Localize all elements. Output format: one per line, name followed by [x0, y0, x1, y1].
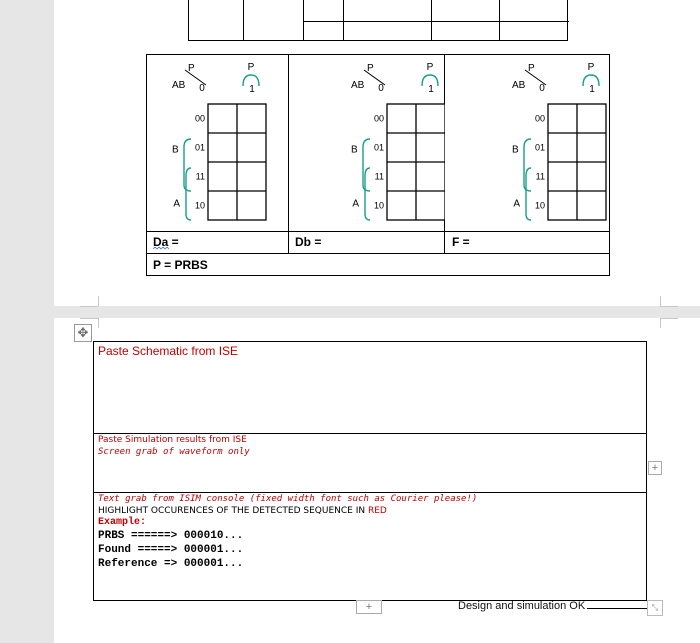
kmap-col-1: 1	[249, 84, 255, 95]
kmap-b-label: B	[512, 144, 519, 156]
kmap-a-label: A	[352, 198, 359, 210]
kmap-corner-ab: AB	[172, 80, 186, 91]
page-gap	[54, 306, 700, 318]
kmap-row-01: 01	[534, 142, 545, 153]
highlight-prefix: HIGHLIGHT OCCURENCES OF THE DETECTED SEQUENCE IN	[98, 506, 368, 516]
margin-mark	[660, 296, 661, 306]
da-label: Da =	[153, 235, 179, 249]
kmap-b-label: B	[172, 144, 179, 156]
example-row-value: 000010...	[177, 530, 244, 542]
kmap-b-bracket	[524, 139, 531, 191]
state-table-fragment	[188, 0, 568, 41]
kmap-col-1: 1	[589, 84, 595, 95]
kmap-corner-ab: AB	[351, 80, 365, 91]
spellcheck-underline	[153, 247, 171, 251]
highlight-red-word: RED	[367, 506, 387, 516]
kmap-row-00: 00	[373, 113, 384, 124]
kmap-col-bracket-label: P	[247, 62, 255, 73]
example-row-value: 000001...	[177, 544, 244, 556]
kmap-row-11: 11	[195, 171, 205, 182]
kmap-a-bracket	[186, 168, 191, 220]
example-row	[98, 558, 243, 570]
f-label: F =	[452, 235, 470, 249]
kmap-db	[289, 55, 445, 230]
kmap-row-11: 11	[374, 171, 384, 182]
text-grab-instructions[interactable]: Text grab from ISIM console (fixed width font such as Courier please!)	[98, 494, 478, 504]
margin-mark	[98, 318, 99, 328]
example-row	[98, 530, 243, 542]
kmap-row-10: 10	[373, 200, 384, 211]
margin-mark	[660, 318, 678, 319]
kmap-corner-p: P	[528, 63, 535, 74]
example-row-label: Found =====>	[98, 544, 178, 556]
kmap-col-bracket-label: P	[587, 62, 595, 73]
kmap-row-00: 00	[194, 113, 205, 124]
p-prbs-label: P = PRBS	[153, 258, 208, 272]
design-ok-label: Design and simulation OK	[458, 600, 647, 612]
kmap-row-01: 01	[373, 142, 384, 153]
kmap-a-bracket	[526, 168, 531, 220]
kmap-corner-ab: AB	[512, 80, 526, 91]
margin-mark	[660, 306, 678, 307]
kmap-da	[148, 55, 288, 230]
table-resize-handle-icon[interactable]: ⤡	[647, 600, 663, 616]
margin-mark	[98, 296, 99, 306]
kmap-a-label: A	[173, 198, 180, 210]
example-row	[98, 544, 243, 556]
margin-mark	[660, 318, 661, 328]
add-row-bottom-icon[interactable]: +	[356, 600, 382, 614]
kmap-b-bracket	[184, 139, 191, 191]
kmap-a-label: A	[513, 198, 520, 210]
add-row-icon[interactable]: +	[648, 461, 662, 475]
margin-mark	[80, 306, 98, 307]
example-row-label: PRBS ======>	[98, 530, 178, 542]
kmap-row-01: 01	[194, 142, 205, 153]
db-label: Db =	[295, 235, 322, 249]
screen-grab-text[interactable]: Screen grab of waveform only	[98, 447, 250, 457]
paste-schematic-text[interactable]: Paste Schematic from ISE	[98, 344, 239, 358]
highlight-instructions[interactable]	[98, 506, 387, 516]
kmap-b-label: B	[351, 144, 358, 156]
kmap-row-10: 10	[194, 200, 205, 211]
margin-mark	[80, 318, 98, 319]
example-row-label: Reference =>	[98, 558, 178, 570]
table-move-handle-icon[interactable]: ✥	[74, 324, 92, 342]
kmap-corner-p: P	[188, 63, 195, 74]
kmap-corner-p: P	[367, 63, 374, 74]
kmap-col-1: 1	[428, 84, 434, 95]
kmap-f	[445, 55, 609, 230]
kmap-col-bracket-label: P	[426, 62, 434, 73]
kmap-b-bracket	[363, 139, 370, 191]
kmap-row-10: 10	[534, 200, 545, 211]
kmap-col-0: 0	[199, 83, 205, 94]
kmap-col-0: 0	[378, 83, 384, 94]
example-row-value: 000001...	[177, 558, 244, 570]
kmap-row-00: 00	[534, 113, 545, 124]
results-table	[93, 341, 647, 601]
kmap-row-11: 11	[535, 171, 545, 182]
paste-simulation-text[interactable]: Paste Simulation results from ISE	[98, 435, 247, 445]
kmap-col-0: 0	[539, 83, 545, 94]
example-label: Example:	[98, 517, 147, 528]
kmap-a-bracket	[365, 168, 370, 220]
